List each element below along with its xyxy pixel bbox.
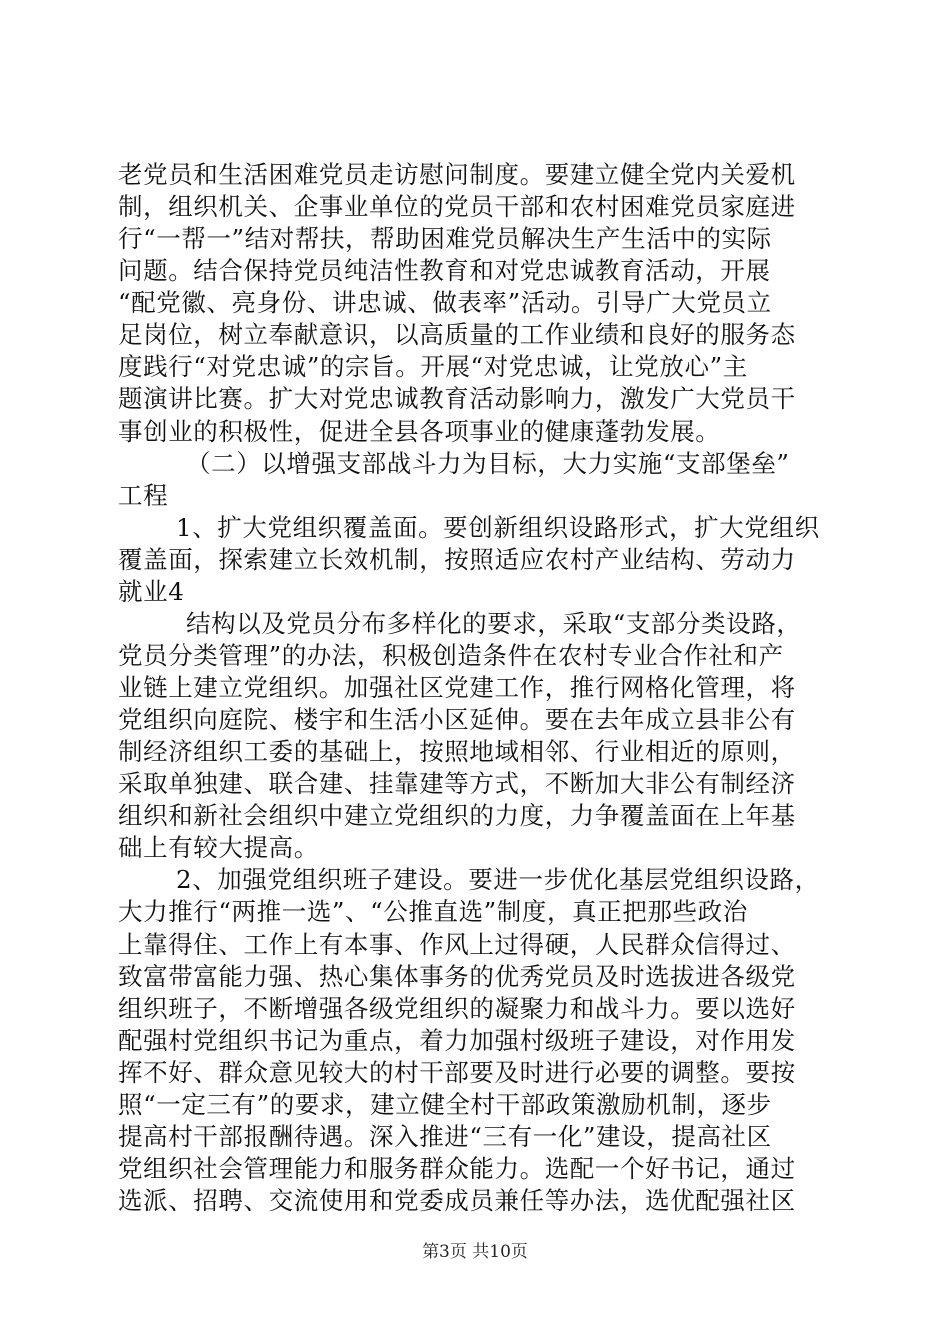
text-line: 题演讲比赛。扩大对党忠诚教育活动影响力，激发广大党员干	[118, 384, 796, 413]
text-line: （二）以增强支部战斗力为目标，大力实施“支部堡垒”	[186, 449, 790, 478]
text-line: 工程	[118, 481, 169, 510]
text-line: 结构以及党员分布多样化的要求，采取“支部分类设路，	[186, 609, 802, 638]
text-line: 组织班子，不断增强各级党组织的凝聚力和战斗力。要以选好	[118, 994, 796, 1023]
text-line: 础上有较大提高。	[118, 833, 319, 862]
text-line: 行“一帮一”结对帮扶，帮助困难党员解决生产生活中的实际	[118, 224, 772, 253]
text-line: 组织和新社会组织中建立党组织的力度，力争覆盖面在上年基	[118, 801, 796, 830]
text-line: 就业4	[118, 577, 185, 606]
text-line: 采取单独建、联合建、挂靠建等方式，不断加大非公有制经济	[118, 769, 796, 798]
text-line: 制，组织机关、企事业单位的党员干部和农村困难党员家庭进	[118, 192, 796, 221]
text-line: “配党徽、亮身份、讲忠诚、做表率”活动。引导广大党员立	[118, 288, 772, 317]
text-line: 2、加强党组织班子建设。要进一步优化基层党组织设路，	[176, 865, 820, 894]
text-line: 度践行“对党忠诚”的宗旨。开展“对党忠诚，让党放心”主	[118, 352, 748, 381]
text-line: 覆盖面，探索建立长效机制，按照适应农村产业结构、劳动力	[118, 545, 796, 574]
text-line: 问题。结合保持党员纯洁性教育和对党忠诚教育活动，开展	[118, 256, 771, 285]
text-line: 提高村干部报酬待遇。深入推进“三有一化”建设，提高社区	[118, 1122, 772, 1151]
text-line: 老党员和生活困难党员走访慰问制度。要建立健全党内关爱机	[118, 160, 796, 189]
text-line: 上靠得住、工作上有本事、作风上过得硬，人民群众信得过、	[118, 930, 796, 959]
text-line: 业链上建立党组织。加强社区党建工作，推行网格化管理，将	[118, 673, 796, 702]
text-line: 配强村党组织书记为重点，着力加强村级班子建设，对作用发	[118, 1026, 796, 1055]
text-line: 事创业的积极性，促进全县各项事业的健康蓬勃发展。	[118, 417, 721, 446]
text-line: 制经济组织工委的基础上，按照地域相邻、行业相近的原则，	[118, 737, 796, 766]
text-line: 大力推行“两推一选”、“公推直选”制度，真正把那些政治	[118, 897, 748, 926]
text-line: 足岗位，树立奉献意识，以高质量的工作业绩和良好的服务态	[118, 320, 796, 349]
text-line: 党组织社会管理能力和服务群众能力。选配一个好书记，通过	[118, 1154, 796, 1183]
text-line: 党员分类管理”的办法，积极创造条件在农村专业合作社和产	[118, 641, 784, 670]
text-line: 党组织向庭院、楼宇和生活小区延伸。要在去年成立县非公有	[118, 705, 796, 734]
page-footer: 第3页 共10页	[422, 1242, 528, 1262]
text-line: 选派、招聘、交流使用和党委成员兼任等办法，选优配强社区	[118, 1186, 796, 1215]
text-line: 挥不好、群众意见较大的村干部要及时进行必要的调整。要按	[118, 1058, 796, 1087]
text-line: 照“一定三有”的要求，建立健全村干部政策激励机制，逐步	[118, 1090, 772, 1119]
text-line: 1、扩大党组织覆盖面。要创新组织设路形式，扩大党组织	[176, 513, 820, 542]
text-line: 致富带富能力强、热心集体事务的优秀党员及时选拔进各级党	[118, 962, 796, 991]
